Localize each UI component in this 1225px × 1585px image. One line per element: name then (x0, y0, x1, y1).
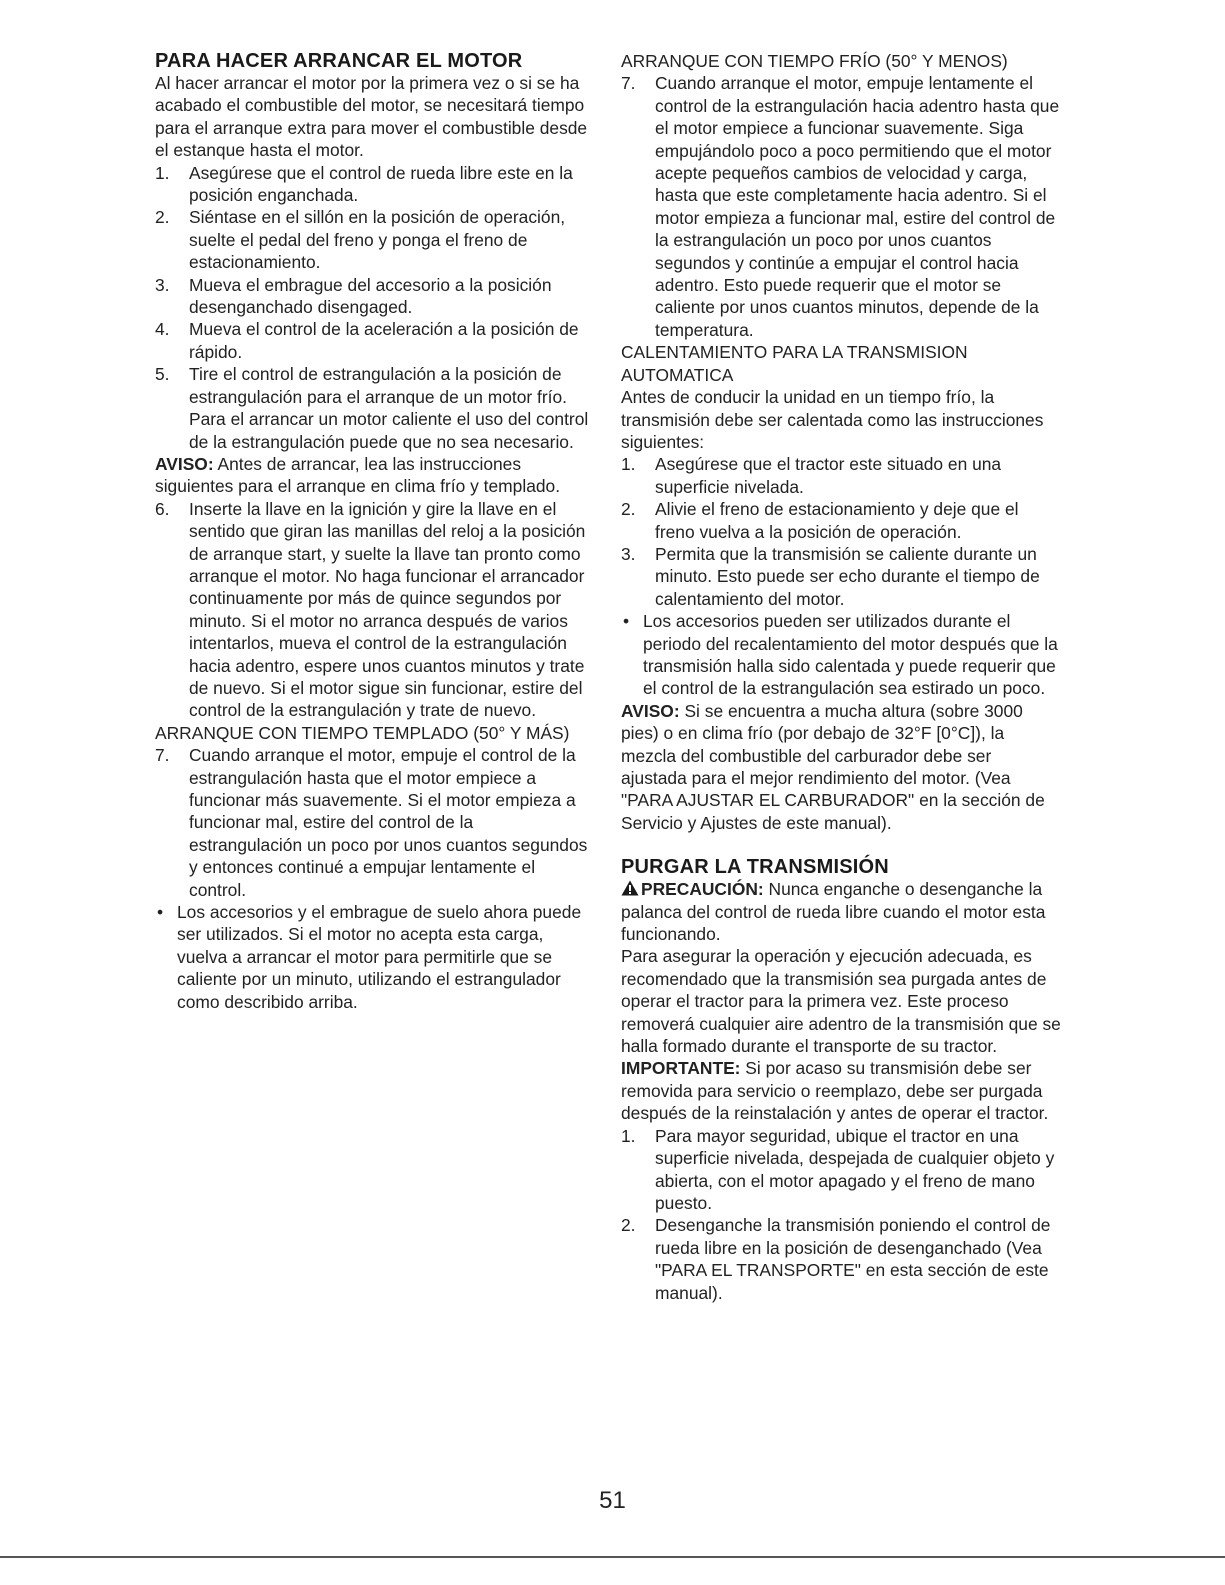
item-number: 7. (155, 745, 170, 766)
item-number: 2. (621, 1215, 636, 1236)
precaucion-paragraph (621, 878, 1061, 945)
intro-paragraph: Al hacer arrancar el motor por la primera vez o si se ha acabado el combustible del motor, se necesitará tiempo para el arranque extra para mover el combustible desde el estanque hasta el motor. (155, 73, 588, 161)
item-number: 2. (621, 499, 636, 520)
precaucion-label: PRECAUCIÓN: (641, 879, 764, 900)
bullet-item (155, 901, 590, 1013)
section-heading-start-engine: PARA HACER ARRANCAR EL MOTOR (155, 50, 523, 72)
right-column (621, 50, 1061, 1304)
list-item (621, 453, 1061, 498)
subheading-transmission-warmup: CALENTAMIENTO PARA LA TRANSMISION AUTOMATICA (621, 342, 968, 385)
list-item (621, 1125, 1061, 1215)
item-number: 6. (155, 498, 170, 519)
list-item (621, 498, 1061, 543)
bullet-mark: • (623, 611, 630, 632)
warning-triangle-icon (621, 879, 639, 895)
list-item (155, 206, 590, 273)
bullet-mark: • (157, 902, 164, 923)
page-number: 51 (599, 1487, 626, 1514)
section-heading-purge-transmission: PURGAR LA TRANSMISIÓN (621, 856, 889, 879)
item-text: Los accesorios pueden ser utilizados durante el periodo del recalentamiento del motor después que la transmisión halla sido calentada y puede requerir que el control de la estrangulación sea estirado un poco. (643, 611, 1058, 699)
item-text: Cuando arranque el motor, empuje lentamente el control de la estrangulación hacia adentro hasta que el motor empiece a funcionar suavemente. Siga empujándolo poco a poco permitiendo que el motor acepte pequeños cambios de velocidad y carga, hasta que este completamente hacia adentro. Si el motor empieza a funcionar mal, estire del control de la estrangulación un poco por unos cuantos segundos y continúe a empujar el control hacia adentro. Esto puede requerir que el motor se caliente por unos cuantos minutos, depende de la temperatura. (655, 73, 1060, 340)
list-item (155, 744, 590, 901)
bottom-rule (0, 1556, 1225, 1558)
item-text: Alivie el freno de estacionamiento y deje que el freno vuelva a la posición de operación. (655, 499, 1019, 542)
item-number: 3. (155, 274, 170, 295)
item-number: 1. (155, 162, 170, 183)
aviso-text: Antes de arrancar, lea las instrucciones siguientes para el arranque en clima frío y templado. (155, 453, 561, 497)
item-text: Siéntase en el sillón en la posición de operación, suelte el pedal del freno y ponga el freno de estacionamiento. (189, 207, 566, 273)
item-text: Cuando arranque el motor, empuje el control de la estrangulación hasta que el motor empiece a funcionar más suavemente. Si el motor empieza a funcionar mal, estire del control de la estrangulación un poco por unos cuantos segundos y entonces continué a empujar lentamente el control. (189, 745, 588, 900)
subheading-cold-start: ARRANQUE CON TIEMPO FRÍO (50° Y MENOS) (621, 51, 1008, 71)
item-text: Tire el control de estrangulación a la posición de estrangulación para el arranque de un motor frío. Para el arrancar un motor caliente el uso del control de la estrangulación puede que no sea necesario. (189, 364, 589, 452)
list-item (155, 363, 590, 453)
list-item (621, 72, 1061, 341)
list-item (155, 318, 590, 363)
item-text: Los accesorios y el embrague de suelo ahora puede ser utilizados. Si el motor no acepta esta carga, vuelva a arrancar el motor para permitirle que se caliente por un minuto, utilizando el estrangulador como describido arriba. (177, 902, 582, 1012)
spacer (621, 834, 1061, 856)
list-item (621, 1214, 1061, 1304)
item-text: Desenganche la transmisión poniendo el control de rueda libre en la posición de desenganchado (Vea "PARA EL TRANSPORTE" en esta sección de este manual). (655, 1215, 1051, 1303)
item-text: Mueva el control de la aceleración a la posición de rápido. (189, 319, 579, 362)
item-text: Para mayor seguridad, ubique el tractor en una superficie nivelada, despejada de cualquier objeto y abierta, con el motor apagado y el freno de mano puesto. (655, 1125, 1055, 1213)
aviso-paragraph (621, 700, 1061, 834)
item-number: 1. (621, 1125, 636, 1146)
aviso-label: AVISO: (155, 453, 214, 474)
item-text: Permita que la transmisión se caliente durante un minuto. Esto puede ser echo durante el tiempo de calentamiento del motor. (655, 543, 1040, 609)
bullet-item (621, 610, 1061, 700)
item-number: 5. (155, 364, 170, 385)
warmup-intro: Antes de conducir la unidad en un tiempo frío, la transmisión debe ser calentada como las instrucciones siguientes: (621, 387, 1044, 452)
list-item (155, 274, 590, 319)
item-number: 4. (155, 319, 170, 340)
item-text: Mueva el embrague del accesorio a la posición desenganchado disengaged. (189, 274, 552, 318)
item-number: 1. (621, 454, 636, 475)
subheading-warm-start: ARRANQUE CON TIEMPO TEMPLADO (50° Y MÁS) (155, 722, 570, 743)
aviso-paragraph (155, 453, 590, 498)
aviso-label: AVISO: (621, 700, 680, 721)
aviso-text: Si se encuentra a mucha altura (sobre 3000 pies) o en clima frío (por debajo de 32°F [0°C]), la mezcla del combustible del carburador debe ser ajustada para el mejor rendimiento del motor. (Vea "PARA AJUSTAR EL CARBURADOR" en la sección de Servicio y Ajustes de este manual). (621, 700, 1045, 833)
precaucion-text: Nunca enganche o desenganche la palanca del control de rueda libre cuando el motor esta funcionando. (621, 879, 1046, 945)
item-text: Inserte la llave en la ignición y gire la llave en el sentido que giran las manillas del reloj a la posición de arranque start, y suelte la llave tan pronto como arranque el motor. No haga funcionar el arrancador continuamente por más de quince segundos por minuto. Si el motor no arranca después de varios intentarlos, mueva el control de la estrangulación hacia adentro, espere unos cuantos minutos y trate de nuevo. Si el motor sigue sin funcionar, estire del control de la estrangulación y trate de nuevo. (189, 498, 586, 721)
left-column (155, 50, 590, 1013)
importante-text: Si por acaso su transmisión debe ser removida para servicio o reemplazo, debe ser purgada después de la reinstalación y antes de operar el tractor. (621, 1058, 1049, 1124)
importante-paragraph (621, 1057, 1061, 1124)
list-item (621, 543, 1061, 610)
item-number: 3. (621, 543, 636, 564)
item-number: 2. (155, 207, 170, 228)
item-text: Asegúrese que el control de rueda libre este en la posición enganchada. (189, 162, 573, 206)
item-text: Asegúrese que el tractor este situado en una superficie nivelada. (655, 454, 1002, 497)
importante-label: IMPORTANTE: (621, 1058, 741, 1079)
list-item (155, 498, 590, 722)
purge-intro: Para asegurar la operación y ejecución adecuada, es recomendado que la transmisión sea purgada antes de operar el tractor para la primera vez. Este proceso removerá cualquier aire adentro de la transmisión que se halla formado durante el transporte de su tractor. (621, 946, 1061, 1057)
item-number: 7. (621, 73, 636, 94)
list-item (155, 162, 590, 207)
